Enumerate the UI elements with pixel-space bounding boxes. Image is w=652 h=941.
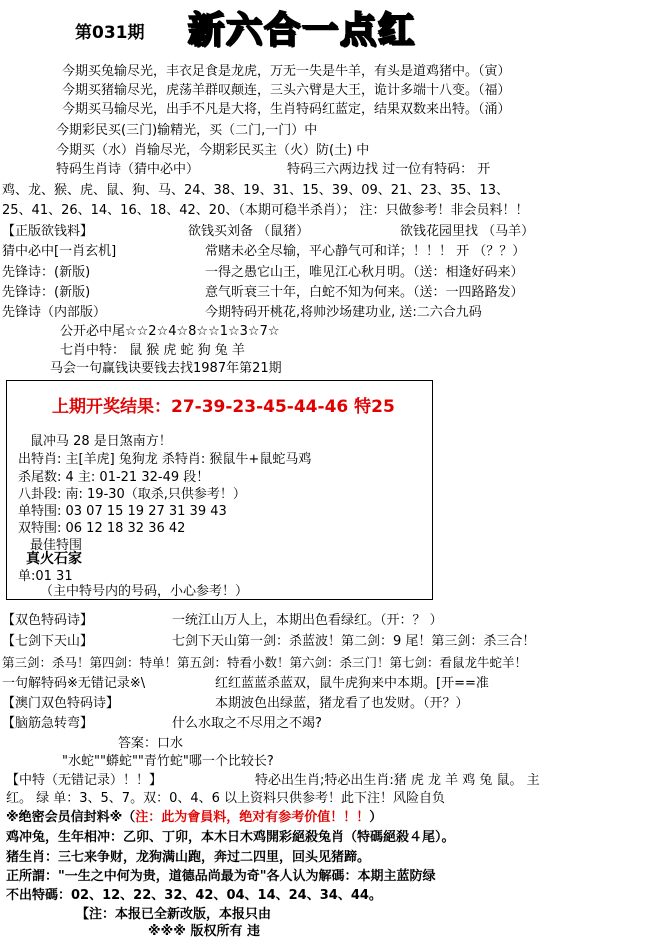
poem-text: 七剑下天山第一剑：杀蓝波！第二剑：9 尾！第三剑：杀三合！ <box>172 634 536 649</box>
riddle-answer: 答案：口水 <box>118 736 184 751</box>
section-label: 【七剑下天山】 <box>2 634 94 649</box>
box-line: 真火石家 <box>26 551 82 567</box>
riddle-question-2: "水蛇""蟒蛇""青竹蛇"哪一个比较长? <box>62 754 274 769</box>
section-label: 【中特（无错记录）！！】 <box>6 773 163 788</box>
special-zodiac-poem-label: 特码生肖诗（猜中必中） <box>56 162 200 177</box>
box-line: 双特围: 06 12 18 32 36 42 <box>18 521 186 536</box>
color-line: 红。 绿 单：3、5、7。双：0、4、6 以上资料只供参考！此下注！风险自负 <box>6 791 446 806</box>
zodiac-list: 特必出生肖;特必出生肖:猪 虎 龙 羊 鸡 兔 鼠。 主 <box>255 773 540 788</box>
note-line: 【注：本报已全新改版，本报只由 <box>76 907 272 922</box>
member-warning: 注：此为會員料，绝对有参考价值！！！ <box>135 810 370 825</box>
section-label: 先锋诗：(新版) <box>2 265 91 280</box>
motto-line: 马会一句赢钱诀要钱去找1987年第21期 <box>50 361 282 376</box>
box-line: 单特围: 03 07 15 19 27 31 39 43 <box>18 504 227 519</box>
riddle-text: 欲钱买刘备 （鼠猪） <box>188 224 310 239</box>
tail-line: 公开必中尾☆☆2☆4☆8☆☆1☆3☆7☆ <box>60 324 280 339</box>
sword-line: 第三剑：杀马！第四剑：特单！第五剑：特看小数！第六剑：杀三门！第七剑：看鼠龙牛蛇羊！ <box>2 655 528 670</box>
pig-line: 猪生肖：三七来争财，龙狗满山跑，奔过二四里，回头见猪蹄。 <box>6 850 371 865</box>
poem-text: 一统江山万人上，本期出色看绿红。（开：？ ） <box>172 613 443 628</box>
box-line: 鼠冲马 28 是日煞南方！ <box>30 434 172 449</box>
seven-zodiac-line: 七肖中特： 鼠 猴 虎 蛇 狗 兔 羊 <box>60 343 245 358</box>
section-label: 【双色特码诗】 <box>2 613 94 628</box>
section-label: 先锋诗（内部版） <box>2 305 107 320</box>
section-label: 【脑筋急转弯】 <box>2 716 94 731</box>
section-label: 【正版欲钱料】 <box>2 224 94 239</box>
box-line: （主中特号内的号码，小心参考！） <box>40 584 249 599</box>
member-line <box>6 810 382 826</box>
member-label: ※绝密会员信封料※（ <box>6 810 136 825</box>
last-result: 上期开奖结果：27-39-23-45-44-46 特25 <box>52 397 395 417</box>
box-line: 杀尾数: 4 主: 01-21 32-49 段！ <box>18 470 210 485</box>
box-line: 最佳特围 <box>30 538 83 553</box>
section-label: 一句解特码※无错记录※\ <box>2 676 146 691</box>
box-line: 单:01 31 <box>18 569 73 584</box>
section-label: 先锋诗：(新版) <box>2 285 91 300</box>
poem-text: 本期波色出绿蓝，猪龙看了也发财。（开？） <box>215 696 469 711</box>
member-close: ） <box>369 810 383 825</box>
poem-line: 今期买猪输尽光，虎荡羊群叹颠连，三头六臂是大王，诡计多端十八变。（福） <box>62 83 511 98</box>
riddle-question: 什么水取之不尽用之不竭? <box>172 716 322 731</box>
not-special-line: 不出特碼：02、12、22、32、42、04、14、24、34、44。 <box>6 888 382 903</box>
poem-text: 意气昕衰三十年，白蛇不知为何来。（送：一四路路发） <box>205 285 524 300</box>
clash-line: 鸡冲兔，生年相冲：乙卯、丁卯，本木日木鸡開彩絕殺兔肖（特碼絕殺４尾）。 <box>6 830 455 845</box>
section-label: 猜中必中[一肖玄机] <box>2 244 117 259</box>
box-line: 出特肖: 主[羊虎] 兔狗龙 杀特肖: 猴鼠牛+鼠蛇马鸡 <box>18 452 312 467</box>
poem-line: 今期买马输尽光，出手不凡是大将，生肖特码红蓝定，结果双数来出特。（涌） <box>62 102 511 117</box>
saying-line: 正所謂："一生之中何为贵，道德品尚最为奇"各人认为解碼：本期主蓝防绿 <box>6 869 436 884</box>
poem-text: 常赌未必全尽输，平心静气可和详；！！！ 开 （？？） <box>205 244 526 259</box>
poem-text: 一得之愚它山王，唯见江心秋月明。（送：相逢好码来） <box>205 265 524 280</box>
section-label: 【澳门双色特码诗】 <box>2 696 120 711</box>
poem-line: 今期买兔输尽光，丰衣足食是龙虎，万无一失是牛羊，有头是道鸡猪中。（寅） <box>62 64 511 79</box>
box-line: 八卦段: 南: 19-30（取杀,只供参考！） <box>18 487 246 502</box>
element-line: 今期买（水）肖输尽光，今期彩民买主（火）防(土) 中 <box>56 143 370 158</box>
issue-number: 第031期 <box>75 23 145 43</box>
poem-text: 红红蓝蓝杀蓝双，鼠牛虎狗来中本期。[开==准 <box>215 676 489 691</box>
numbers-line-2: 25、41、26、14、16、18、42、20、（本期可稳半杀肖）； 注：只做参考！非会员料！！ <box>2 203 529 218</box>
gate-line: 今期彩民买(三门)输精光，买（二门,一门）中 <box>56 123 318 138</box>
special-zodiac-poem-text: 特码三六两边找 过一位有特码： 开 <box>287 162 491 177</box>
riddle-text-2: 欲钱花园里找 （马羊） <box>400 224 535 239</box>
copyright-line: ※※※ 版权所有 违 <box>148 924 260 939</box>
poem-text: 今期特码开桃花,将帅沙场建功业, 送:二六合九码 <box>205 305 482 320</box>
masthead-title: 新六合一点红 <box>188 9 417 51</box>
numbers-line: 鸡、龙、猴、虎、鼠、狗、马、24、38、19、31、15、39、09、21、23、35、13、 <box>2 183 509 198</box>
